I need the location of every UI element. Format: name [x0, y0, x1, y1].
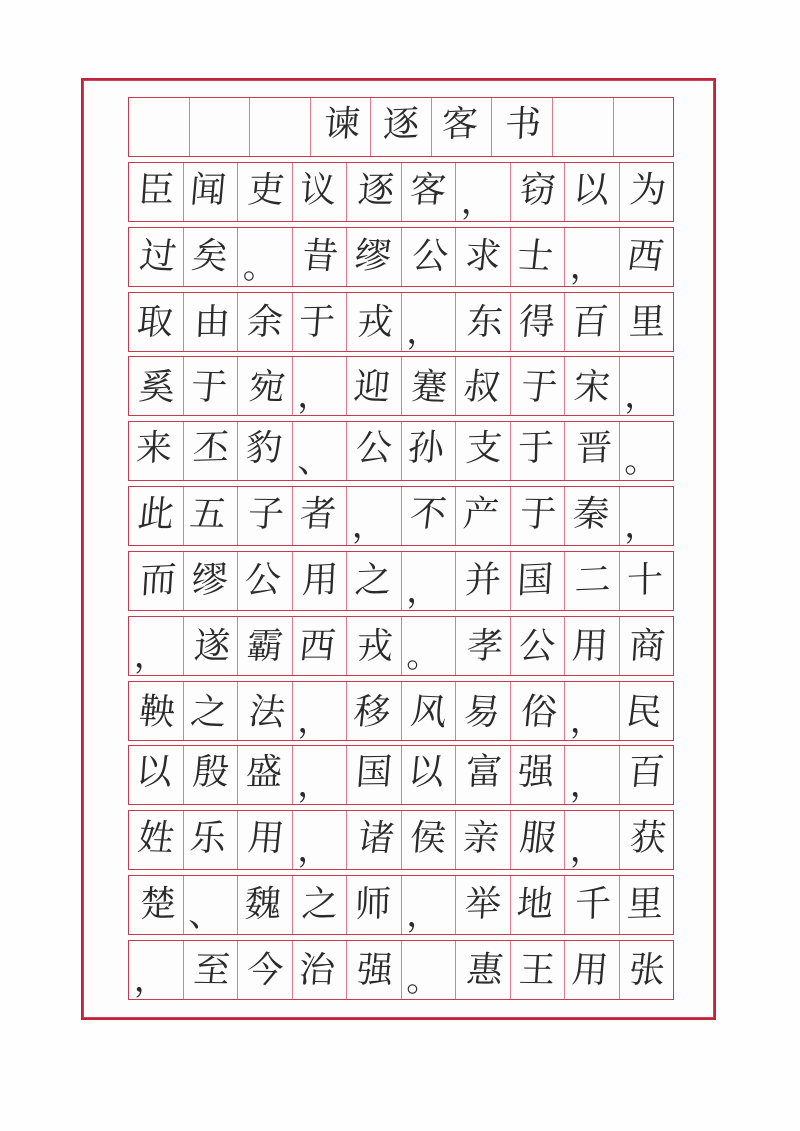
grid-cell[interactable]: [238, 941, 293, 999]
handwritten-character: 公: [517, 625, 558, 667]
handwritten-character: 过: [137, 234, 179, 278]
grid-cell[interactable]: [347, 422, 402, 480]
handwritten-character: 公: [244, 559, 282, 602]
grid-cell[interactable]: [456, 876, 511, 934]
handwritten-character: 迎: [352, 366, 392, 409]
grid-cell[interactable]: [456, 682, 511, 740]
grid-cell[interactable]: [293, 422, 348, 480]
handwritten-character: 公: [409, 234, 452, 278]
grid-cell[interactable]: [565, 941, 620, 999]
grid-cell[interactable]: [511, 746, 566, 804]
handwritten-character: ，: [297, 376, 332, 416]
grid-cell[interactable]: [565, 422, 620, 480]
handwritten-character: 盛: [244, 752, 283, 794]
handwritten-character: 并: [464, 559, 502, 602]
grid-cell[interactable]: [129, 293, 184, 351]
grid-cell[interactable]: [432, 98, 493, 156]
grid-row: [128, 940, 674, 1000]
handwritten-character: 取: [134, 301, 175, 343]
handwritten-character: 者: [298, 493, 338, 536]
grid-cell[interactable]: [293, 552, 348, 610]
grid-cell[interactable]: [129, 746, 184, 804]
handwritten-character: 客: [440, 103, 479, 146]
handwritten-character: 书: [504, 103, 543, 146]
handwritten-character: 商: [627, 625, 667, 667]
handwritten-character: 亲: [460, 817, 501, 860]
handwritten-character: 不: [407, 493, 449, 536]
handwritten-character: 得: [517, 301, 557, 343]
handwritten-character: 丕: [192, 427, 231, 470]
handwritten-character: 地: [515, 883, 555, 926]
grid-cell[interactable]: [620, 811, 674, 869]
handwritten-character: 逐: [382, 103, 420, 146]
grid-cell[interactable]: [553, 98, 614, 156]
grid-cell[interactable]: [238, 876, 293, 934]
handwritten-character: 闻: [188, 169, 229, 211]
grid-cell[interactable]: [511, 552, 566, 610]
grid-cell[interactable]: [129, 163, 184, 221]
handwritten-character: 以: [406, 752, 447, 794]
grid-cell[interactable]: [311, 98, 372, 156]
grid-cell[interactable]: [620, 487, 674, 545]
grid-cell[interactable]: [129, 357, 184, 415]
handwritten-character: 至: [192, 949, 233, 992]
grid-cell[interactable]: [347, 487, 402, 545]
handwritten-character: ，: [569, 765, 604, 805]
grid-cell[interactable]: [456, 422, 511, 480]
grid-cell[interactable]: [293, 293, 348, 351]
handwritten-character: 议: [299, 169, 338, 211]
handwritten-character: 于: [518, 366, 560, 409]
handwritten-character: ，: [460, 181, 495, 221]
grid-cell[interactable]: [238, 746, 293, 804]
grid-cell[interactable]: [456, 811, 511, 869]
handwritten-character: 东: [465, 301, 504, 343]
grid-cell[interactable]: [184, 163, 239, 221]
grid-cell[interactable]: [293, 228, 348, 286]
handwritten-character: 此: [135, 493, 176, 536]
handwritten-character: 戎: [354, 301, 395, 343]
grid-cell[interactable]: [511, 228, 566, 286]
grid-cell[interactable]: [250, 98, 311, 156]
grid-cell[interactable]: [511, 487, 566, 545]
grid-cell[interactable]: [614, 98, 674, 156]
grid-cell[interactable]: [565, 682, 620, 740]
grid-cell[interactable]: [238, 552, 293, 610]
grid-cell[interactable]: [184, 487, 239, 545]
handwritten-character: 用: [570, 949, 610, 992]
handwritten-character: 孝: [464, 625, 505, 667]
handwritten-character: 之: [353, 559, 393, 602]
grid-cell[interactable]: [402, 682, 457, 740]
grid-row: [128, 616, 674, 676]
grid-cell[interactable]: [238, 682, 293, 740]
handwritten-character: 孙: [407, 427, 446, 470]
handwritten-character: 百: [626, 752, 667, 794]
handwritten-character: ，: [297, 830, 332, 870]
handwritten-character: 窃: [519, 169, 558, 211]
grid-cell[interactable]: [511, 617, 566, 675]
grid-cell[interactable]: [293, 746, 348, 804]
handwritten-character: 子: [246, 493, 286, 536]
handwritten-character: 西: [624, 234, 667, 278]
handwritten-character: 用: [570, 625, 609, 667]
grid-cell[interactable]: [620, 357, 674, 415]
grid-row: [128, 97, 674, 157]
handwritten-character: 民: [623, 690, 665, 734]
handwritten-character: 移: [351, 690, 393, 734]
handwritten-character: 易: [460, 690, 503, 734]
grid-cell[interactable]: [184, 941, 239, 999]
grid-cell[interactable]: [402, 163, 457, 221]
grid-cell[interactable]: [184, 357, 239, 415]
handwritten-character: 用: [245, 817, 286, 860]
grid-cell[interactable]: [511, 422, 566, 480]
grid-cell[interactable]: [456, 487, 511, 545]
grid-cell[interactable]: [511, 357, 566, 415]
handwritten-character: 国: [354, 752, 394, 794]
handwritten-character: 富: [464, 752, 503, 794]
handwritten-character: 举: [463, 883, 503, 926]
grid-cell[interactable]: [190, 98, 251, 156]
handwritten-character: 士: [515, 234, 556, 278]
grid-cell[interactable]: [402, 941, 457, 999]
handwritten-character: 以: [571, 169, 611, 211]
grid-cell[interactable]: [184, 617, 239, 675]
handwritten-character: 千: [574, 883, 612, 926]
grid-cell[interactable]: [511, 682, 566, 740]
writing-grid: [128, 97, 674, 1000]
grid-row: [128, 551, 674, 611]
grid-cell[interactable]: [184, 228, 239, 286]
grid-cell[interactable]: [456, 293, 511, 351]
grid-cell[interactable]: [347, 357, 402, 415]
grid-cell[interactable]: [238, 357, 293, 415]
handwritten-character: 五: [187, 493, 229, 536]
handwritten-character: 、: [188, 895, 223, 935]
handwritten-character: 产: [461, 493, 501, 536]
handwritten-character: 缪: [192, 559, 229, 602]
handwritten-character: 之: [300, 883, 340, 926]
handwritten-character: 楚: [139, 883, 177, 926]
grid-row: [128, 292, 674, 352]
grid-cell[interactable]: [620, 682, 674, 740]
grid-cell[interactable]: [347, 163, 402, 221]
handwritten-character: 获: [628, 817, 668, 860]
grid-cell[interactable]: [565, 552, 620, 610]
handwritten-character: 、: [297, 441, 332, 481]
handwritten-character: 支: [464, 427, 504, 470]
grid-cell[interactable]: [347, 682, 402, 740]
handwritten-character: ，: [297, 765, 332, 805]
handwritten-character: 昔: [300, 234, 341, 278]
handwritten-character: 今: [244, 949, 286, 992]
handwritten-character: ，: [406, 895, 441, 935]
grid-cell[interactable]: [402, 487, 457, 545]
grid-cell[interactable]: [293, 163, 348, 221]
grid-cell[interactable]: [293, 357, 348, 415]
handwritten-character: 而: [138, 559, 178, 602]
grid-cell[interactable]: [456, 552, 511, 610]
handwritten-character: 俗: [519, 690, 560, 734]
grid-cell[interactable]: [184, 293, 239, 351]
handwritten-character: 客: [408, 169, 449, 211]
grid-cell[interactable]: [347, 941, 402, 999]
grid-cell[interactable]: [129, 228, 184, 286]
grid-row: [128, 356, 674, 416]
grid-cell[interactable]: [402, 357, 457, 415]
handwritten-character: 之: [188, 690, 230, 734]
handwritten-character: ，: [133, 959, 168, 999]
grid-cell[interactable]: [402, 228, 457, 286]
handwritten-character: 里: [628, 301, 667, 343]
grid-cell[interactable]: [565, 811, 620, 869]
handwritten-character: 治: [297, 949, 337, 992]
handwritten-character: 求: [462, 234, 503, 278]
handwritten-character: 戎: [355, 625, 394, 667]
grid-cell[interactable]: [293, 487, 348, 545]
handwritten-character: 侯: [408, 817, 448, 860]
handwritten-character: 十: [627, 559, 664, 602]
grid-cell[interactable]: [129, 941, 184, 999]
handwritten-character: 谏: [323, 103, 362, 146]
handwritten-character: 。: [242, 246, 277, 286]
handwritten-character: 宛: [246, 366, 288, 409]
grid-cell[interactable]: [347, 228, 402, 286]
grid-cell[interactable]: [565, 617, 620, 675]
grid-cell[interactable]: [129, 552, 184, 610]
handwritten-character: ，: [406, 570, 441, 610]
grid-cell[interactable]: [402, 552, 457, 610]
handwritten-character: 臣: [136, 169, 176, 211]
grid-cell[interactable]: [620, 293, 674, 351]
grid-cell[interactable]: [238, 293, 293, 351]
handwritten-character: 吏: [245, 169, 286, 211]
handwritten-character: 姓: [135, 817, 177, 860]
handwritten-character: ，: [406, 311, 441, 351]
grid-cell[interactable]: [456, 617, 511, 675]
handwritten-character: 来: [134, 427, 173, 470]
handwritten-character: 蹇: [409, 366, 450, 409]
handwritten-character: 缪: [352, 234, 394, 278]
grid-cell[interactable]: [129, 811, 184, 869]
handwritten-character: 王: [517, 949, 557, 992]
grid-cell[interactable]: [620, 552, 674, 610]
grid-row: [128, 810, 674, 870]
handwritten-character: 惠: [464, 949, 506, 992]
handwritten-character: 张: [627, 949, 668, 992]
grid-cell[interactable]: [565, 228, 620, 286]
grid-cell[interactable]: [402, 876, 457, 934]
grid-cell[interactable]: [293, 617, 348, 675]
grid-cell[interactable]: [238, 163, 293, 221]
handwritten-character: 强: [355, 949, 395, 992]
handwritten-character: 晋: [574, 427, 613, 470]
grid-cell[interactable]: [129, 617, 184, 675]
handwritten-character: 于: [518, 493, 558, 536]
handwritten-character: 于: [517, 427, 555, 470]
grid-cell[interactable]: [347, 552, 402, 610]
grid-cell[interactable]: [184, 876, 239, 934]
grid-cell[interactable]: [184, 422, 239, 480]
handwritten-character: 二: [573, 559, 613, 602]
handwritten-character: 以: [134, 752, 174, 794]
grid-cell[interactable]: [238, 228, 293, 286]
grid-cell[interactable]: [402, 746, 457, 804]
handwritten-character: 百: [569, 301, 610, 343]
grid-cell[interactable]: [402, 811, 457, 869]
grid-cell[interactable]: [129, 422, 184, 480]
grid-cell[interactable]: [402, 293, 457, 351]
handwritten-character: 霸: [244, 625, 285, 667]
grid-cell[interactable]: [238, 487, 293, 545]
handwritten-character: 逐: [356, 169, 396, 211]
grid-cell[interactable]: [293, 682, 348, 740]
grid-cell[interactable]: [620, 876, 674, 934]
grid-cell[interactable]: [347, 746, 402, 804]
handwritten-character: ，: [133, 635, 168, 675]
grid-cell[interactable]: [565, 163, 620, 221]
grid-cell[interactable]: [129, 876, 184, 934]
handwritten-character: 里: [626, 883, 665, 926]
grid-cell[interactable]: [565, 876, 620, 934]
grid-cell[interactable]: [129, 487, 184, 545]
grid-cell[interactable]: [184, 682, 239, 740]
grid-cell[interactable]: [456, 163, 511, 221]
grid-cell[interactable]: [511, 941, 566, 999]
handwritten-character: 国: [516, 559, 555, 602]
grid-cell[interactable]: [347, 811, 402, 869]
grid-cell[interactable]: [293, 941, 348, 999]
grid-cell[interactable]: [238, 617, 293, 675]
grid-cell[interactable]: [565, 746, 620, 804]
grid-cell[interactable]: [456, 941, 511, 999]
handwritten-character: 魏: [243, 883, 283, 926]
grid-row: [128, 227, 674, 287]
grid-cell[interactable]: [184, 811, 239, 869]
handwritten-character: 乐: [188, 817, 228, 860]
grid-cell[interactable]: [511, 163, 566, 221]
grid-cell[interactable]: [238, 811, 293, 869]
grid-row: [128, 875, 674, 935]
grid-cell[interactable]: [402, 617, 457, 675]
grid-cell[interactable]: [347, 617, 402, 675]
grid-cell[interactable]: [456, 746, 511, 804]
grid-cell[interactable]: [402, 422, 457, 480]
handwritten-character: 于: [189, 366, 230, 409]
grid-cell[interactable]: [565, 487, 620, 545]
grid-cell[interactable]: [456, 228, 511, 286]
handwritten-character: 遂: [192, 625, 232, 667]
grid-cell[interactable]: [293, 811, 348, 869]
grid-cell[interactable]: [129, 98, 190, 156]
handwritten-character: 鞅: [136, 690, 178, 734]
handwritten-character: 西: [297, 625, 338, 667]
grid-cell[interactable]: [620, 617, 674, 675]
grid-cell[interactable]: [184, 746, 239, 804]
grid-cell[interactable]: [238, 422, 293, 480]
handwritten-character: 法: [245, 690, 288, 734]
grid-cell[interactable]: [620, 163, 674, 221]
grid-row: [128, 681, 674, 741]
grid-cell[interactable]: [184, 552, 239, 610]
grid-cell[interactable]: [620, 746, 674, 804]
grid-cell[interactable]: [456, 357, 511, 415]
handwritten-character: 用: [301, 559, 340, 602]
grid-cell[interactable]: [511, 876, 566, 934]
handwritten-character: 由: [193, 301, 232, 343]
grid-row: [128, 745, 674, 805]
handwritten-character: ，: [569, 700, 604, 740]
handwritten-character: 秦: [570, 493, 611, 536]
grid-cell[interactable]: [565, 293, 620, 351]
grid-cell[interactable]: [492, 98, 553, 156]
handwritten-character: ，: [569, 246, 604, 286]
grid-cell[interactable]: [565, 357, 620, 415]
handwritten-character: 诸: [355, 817, 397, 860]
grid-cell[interactable]: [511, 293, 566, 351]
handwritten-character: 于: [297, 301, 337, 343]
handwritten-character: 服: [517, 817, 559, 860]
handwritten-character: 奚: [137, 366, 177, 409]
handwritten-character: 。: [406, 635, 441, 675]
handwritten-character: 豹: [244, 427, 284, 470]
handwritten-character: 宋: [572, 366, 612, 409]
handwritten-character: 殷: [191, 752, 232, 794]
handwritten-character: 为: [628, 169, 669, 211]
grid-cell[interactable]: [371, 98, 432, 156]
handwritten-character: ，: [624, 376, 659, 416]
handwritten-character: ，: [297, 700, 332, 740]
handwritten-character: ，: [624, 506, 659, 546]
grid-cell[interactable]: [620, 422, 674, 480]
handwritten-character: 叔: [461, 366, 503, 409]
handwritten-character: 公: [354, 427, 393, 470]
grid-cell[interactable]: [347, 876, 402, 934]
handwritten-character: ，: [569, 830, 604, 870]
grid-cell[interactable]: [620, 941, 674, 999]
grid-cell[interactable]: [620, 228, 674, 286]
handwritten-character: 余: [245, 301, 284, 343]
handwritten-character: 。: [406, 959, 441, 999]
handwritten-character: 矣: [189, 234, 232, 278]
grid-cell[interactable]: [129, 682, 184, 740]
grid-row: [128, 421, 674, 481]
handwritten-character: 师: [354, 883, 392, 926]
handwritten-character: 。: [624, 441, 659, 481]
grid-cell[interactable]: [511, 811, 566, 869]
grid-row: [128, 162, 674, 222]
handwritten-character: ，: [351, 506, 386, 546]
handwritten-character: 风: [408, 690, 450, 734]
handwritten-character: 强: [517, 752, 556, 794]
grid-cell[interactable]: [293, 876, 348, 934]
grid-row: [128, 486, 674, 546]
grid-cell[interactable]: [347, 293, 402, 351]
